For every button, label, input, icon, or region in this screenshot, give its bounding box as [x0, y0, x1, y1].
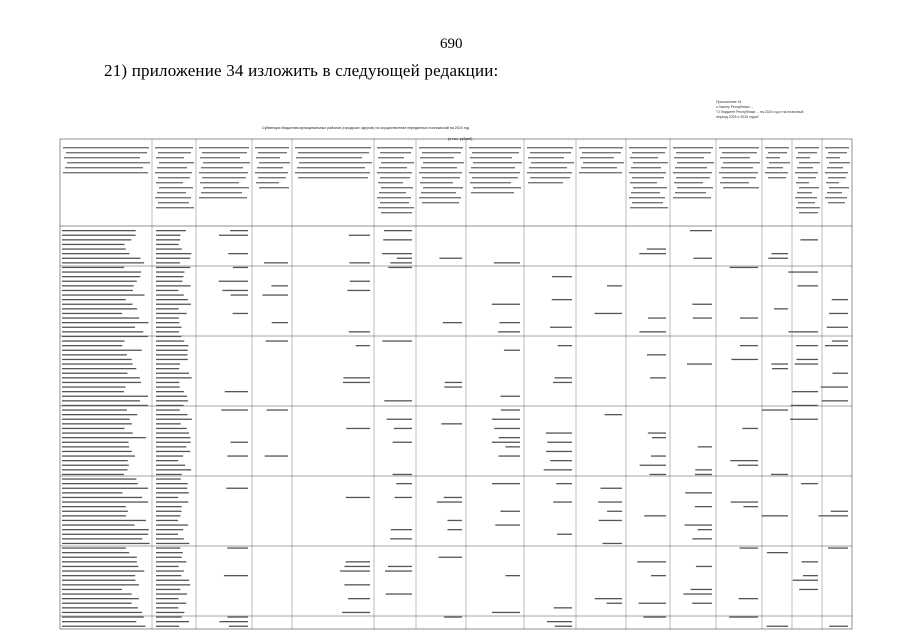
document-heading: 21) приложение 34 изложить в следующей редакции: [104, 61, 499, 80]
subvention-table-scan [56, 94, 856, 634]
page-number: 690 [440, 36, 463, 52]
table-title: Субвенции бюджетам муниципальных районов (городских округов) на осуществление переданных полномочий на 2024 год [262, 126, 469, 130]
appendix-caption: Приложение 34 к Закону Республики ... "О бюджете Республики ... на 2024 год и на плановый период 2025 и 2026 годов" [716, 100, 804, 119]
table-units: (в тыс. рублей) [448, 137, 473, 141]
